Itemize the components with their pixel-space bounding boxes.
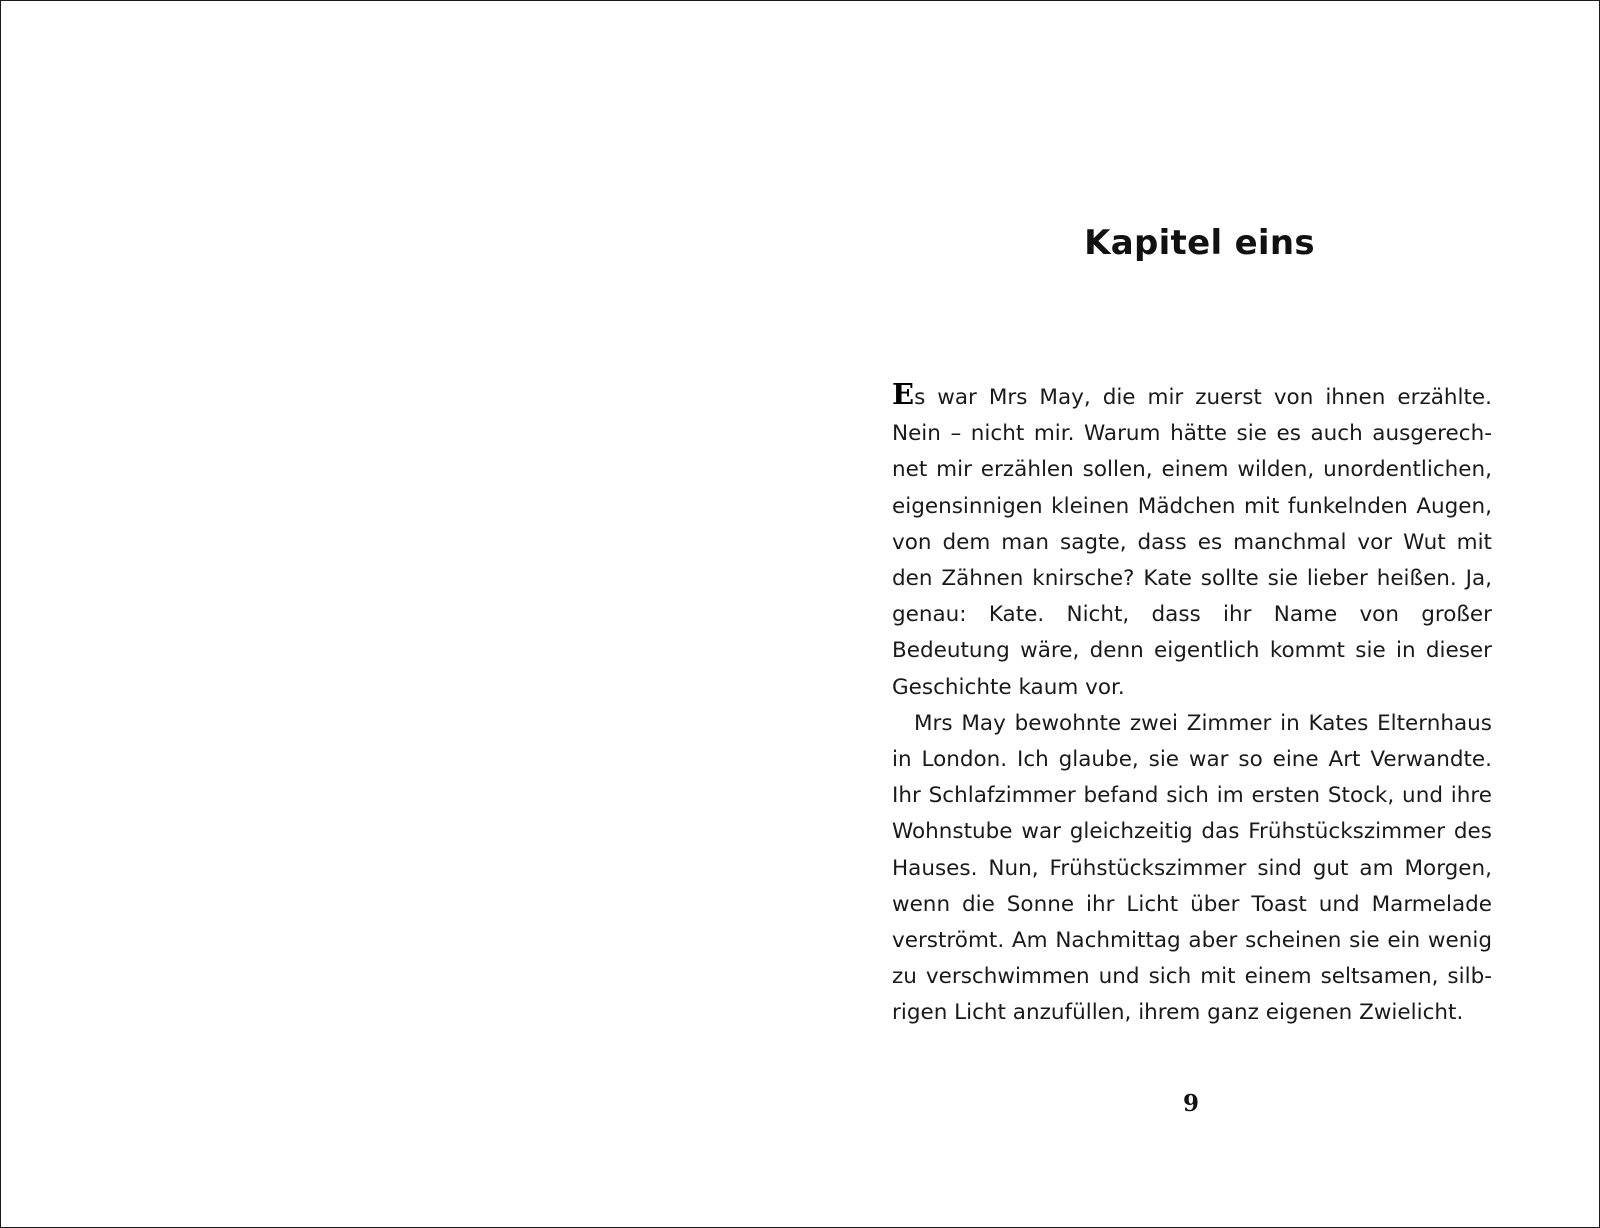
drop-cap-initial: E — [892, 377, 915, 411]
paragraph-1-text: s war Mrs May, die mir zuerst von ihnen erzählte. Nein – nicht mir. Warum hätte sie es auch ausgerechnet mir erzählen sollen, einem wilden, unordentlichen, eigensinnigen kleinen Mädchen mit funkelnden Augen, von dem man sagte, dass es manchmal vor Wut mit den Zähnen knirsche? Kate sollte sie lieber heißen. Ja, genau: Kate. Nicht, dass ihr Name von großer Bedeutung wäre, denn eigentlich kommt sie in dieser Geschichte kaum vor. — [892, 385, 1492, 700]
chapter-body-text — [892, 376, 1492, 1032]
paragraph-1 — [892, 376, 1492, 706]
paragraph-2: Mrs May bewohnte zwei Zimmer in Kates Elternhaus in London. Ich glaube, sie war so eine Art Verwandte. Ihr Schlafzimmer befand sich im ersten Stock, und ihre Wohnstube war gleichzeitig das Frühstückszimmer des Hauses. Nun, Frühstückszimmer sind gut am Morgen, wenn die Sonne ihr Licht über Toast und Marmelade verströmt. Am Nachmittag aber scheinen sie ein wenig zu verschwimmen und sich mit einem seltsamen, silbrigen Licht anzufüllen, ihrem ganz eigenen Zwielicht. — [892, 710, 1492, 1026]
left-page-blank — [1, 1, 800, 1227]
chapter-title: Kapitel eins — [1084, 223, 1315, 263]
page-number: 9 — [1182, 1090, 1199, 1117]
